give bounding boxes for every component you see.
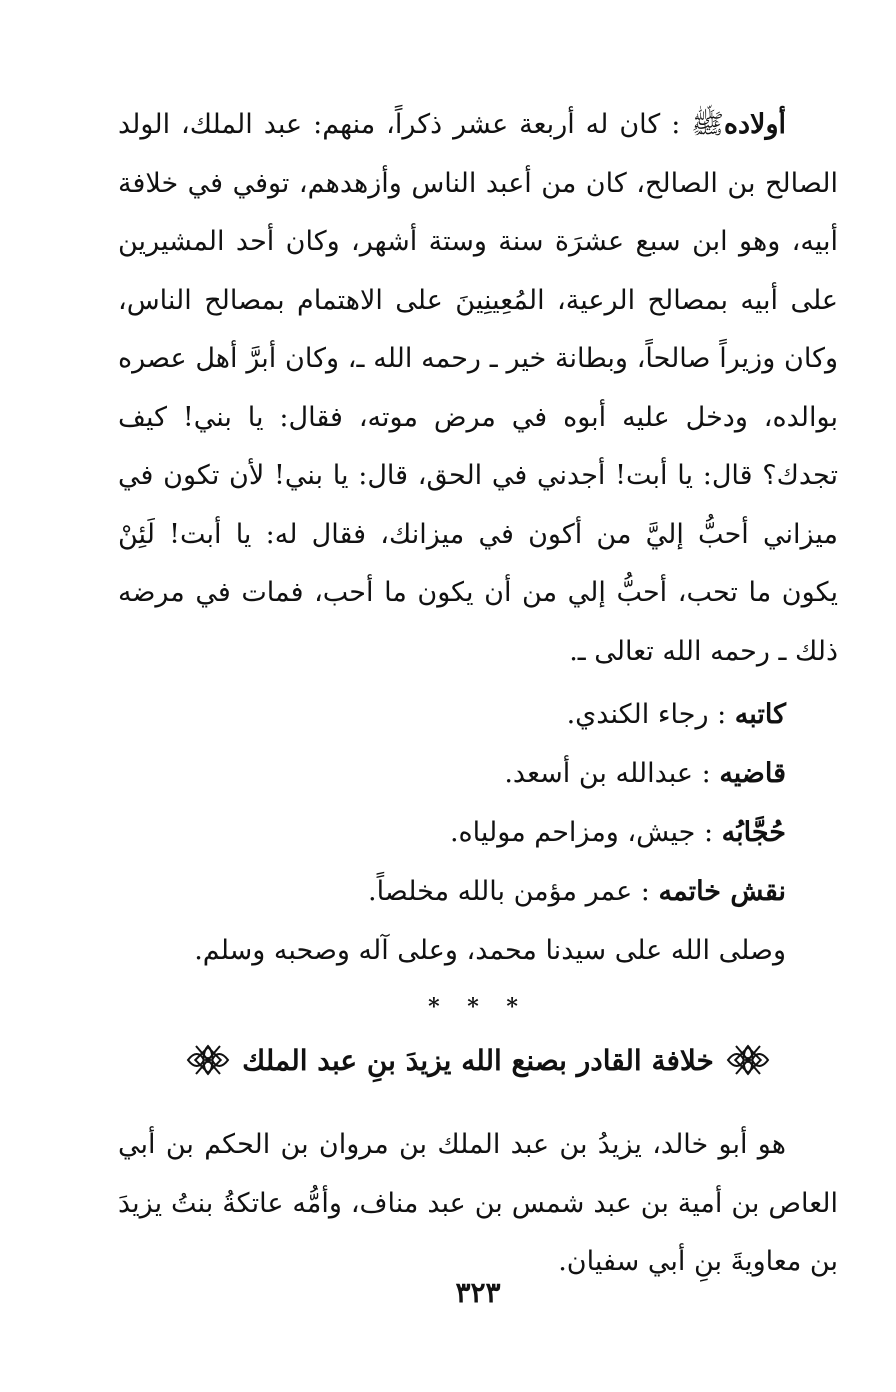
fact-label-chamberlains: حُجَّابُه (721, 817, 786, 848)
section-separator: * * * (428, 994, 528, 1020)
fact-value-chamberlains: : جيش، ومزاحم مولياه. (449, 817, 714, 848)
fact-label-scribe: كاتبه (734, 699, 786, 730)
list-item (118, 685, 838, 744)
closing-line: وصلى الله على سيدنا محمد، وعلى آله وصحبه وسلم. (194, 935, 786, 966)
heading-title: خلافة القادر بصنع الله يزيدَ بنِ عبد الملك (242, 1043, 714, 1077)
children-text: : كان له أربعة عشر ذكراً، منهم: عبد الملك، الولد الصالح بن الصالح، كان من أعبد الناس وأزهدهم، توفي في خلافة أبيه، وهو ابن سبع عشرَة سنة وستة أشهر، وكان أحد المشيرين على أبيه بمصالح الرعية، المُعِينِينَ على الاهتمام بمصالح الناس، وكان وزيراً صالحاً، وبطانة خير ـ رحمه الله ـ، وكان أبرَّ أهل عصره بوالده، ودخل عليه أبوه في مرض موته، فقال: يا بني! كيف تجدك؟ قال: يا أبت! أجدني في الحق، قال: يا بني! لأن تكون في ميزاني أحبُّ إليَّ من أكون في ميزانك، فقال له: يا أبت! لَئِنْ يكون ما تحب، أحبُّ إلي من أن يكون ما أحب، فمات في مرضه ذلك ـ رحمه الله تعالى ـ. (118, 109, 838, 667)
fact-label-seal: نقش خاتمه (658, 876, 786, 907)
list-item (118, 803, 838, 862)
fact-label-judge: قاضيه (719, 758, 786, 789)
fact-value-scribe: : رجاء الكندي. (566, 699, 727, 730)
floral-ornament-icon (724, 1040, 772, 1080)
book-page (118, 96, 838, 1336)
fact-value-seal: : عمر مؤمن بالله مخلصاً. (367, 876, 650, 907)
honorific-mark: ﷺ (691, 109, 724, 140)
facts-list (118, 685, 838, 980)
children-label: أولاده (723, 109, 786, 140)
floral-ornament-icon (184, 1040, 232, 1080)
section-heading (118, 1030, 838, 1090)
page-number: ٣٢٣ (455, 1276, 501, 1309)
fact-value-judge: : عبدالله بن أسعد. (504, 758, 711, 789)
list-item (118, 862, 838, 921)
list-item (118, 744, 838, 803)
intro-paragraph: هو أبو خالد، يزيدُ بن عبد الملك بن مروان بن الحكم بن أبي العاص بن أمية بن عبد شمس بن عبد مناف، وأمُّه عاتكةُ بنتُ يزيدَ بن معاويةَ بنِ أبي سفيان. (118, 1129, 838, 1277)
children-paragraph (118, 96, 838, 681)
